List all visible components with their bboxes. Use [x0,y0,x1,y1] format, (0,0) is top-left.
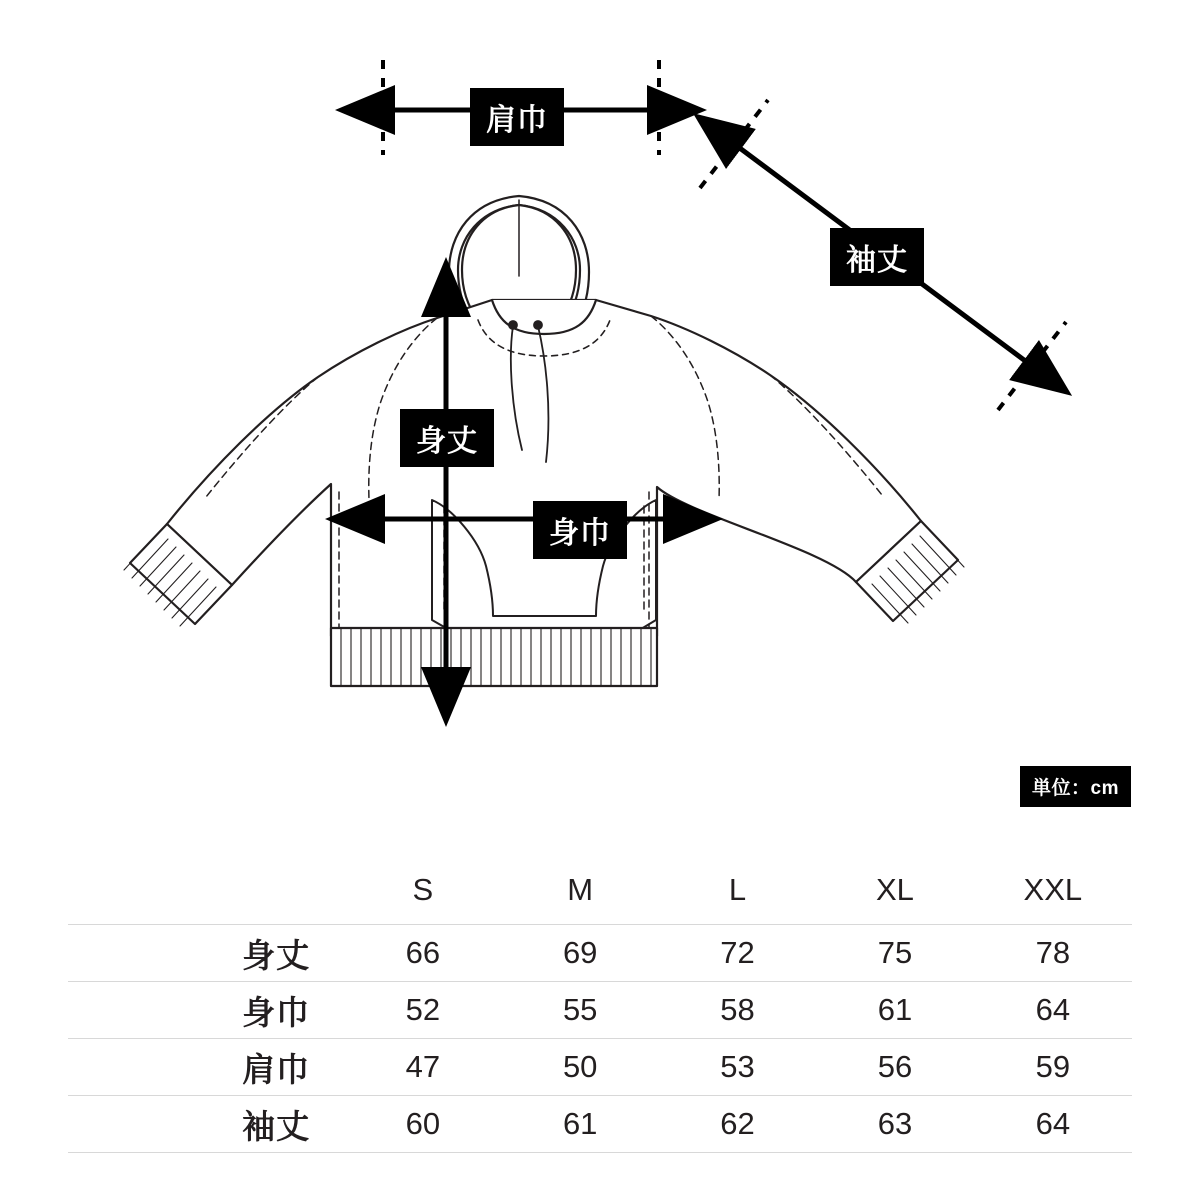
cell-body-width-xl: 61 [877,992,913,1027]
table-row [68,925,1132,982]
cell-body-length-m: 69 [562,935,598,970]
unit-note: 単位：cm [1020,766,1131,807]
table-header-row [68,862,1132,925]
row-header-body-length: 身丈 [242,936,311,974]
cell-shoulder-width-xxl: 59 [1035,1049,1071,1084]
label-body-width: 身巾 [533,501,627,559]
column-header-m: M [567,872,594,907]
cell-sleeve-length-xxl: 64 [1035,1106,1071,1141]
cell-sleeve-length-l: 62 [720,1106,755,1141]
cell-sleeve-length-m: 61 [562,1106,598,1141]
table-row [68,982,1132,1039]
cell-body-width-xxl: 64 [1035,992,1071,1027]
row-header-body-width: 身巾 [242,993,311,1031]
cell-shoulder-width-s: 47 [405,1049,441,1084]
cell-body-width-l: 58 [720,992,755,1027]
cell-shoulder-width-xl: 56 [877,1049,913,1084]
cell-body-width-s: 52 [405,992,441,1027]
column-header-s: S [412,872,434,907]
cell-sleeve-length-s: 60 [405,1106,441,1141]
cell-body-length-s: 66 [405,935,441,970]
cell-body-length-xl: 75 [877,935,913,970]
table-corner-cell [68,862,344,925]
label-shoulder-width: 肩巾 [470,88,564,146]
table-row [68,1039,1132,1096]
table-row [68,1096,1132,1153]
cell-body-length-l: 72 [720,935,755,970]
column-header-xxl: XXL [1023,872,1083,907]
label-sleeve-length: 袖丈 [830,228,924,286]
label-body-length: 身丈 [400,409,494,467]
cell-shoulder-width-m: 50 [562,1049,598,1084]
row-header-sleeve-length: 袖丈 [242,1107,311,1145]
cell-body-length-xxl: 78 [1035,935,1071,970]
column-header-l: L [728,872,747,907]
row-header-shoulder-width: 肩巾 [242,1050,311,1088]
column-header-xl: XL [876,872,914,907]
cell-body-width-m: 55 [562,992,598,1027]
cell-shoulder-width-l: 53 [720,1049,755,1084]
cell-sleeve-length-xl: 63 [877,1106,913,1141]
size-table [68,862,1132,1153]
